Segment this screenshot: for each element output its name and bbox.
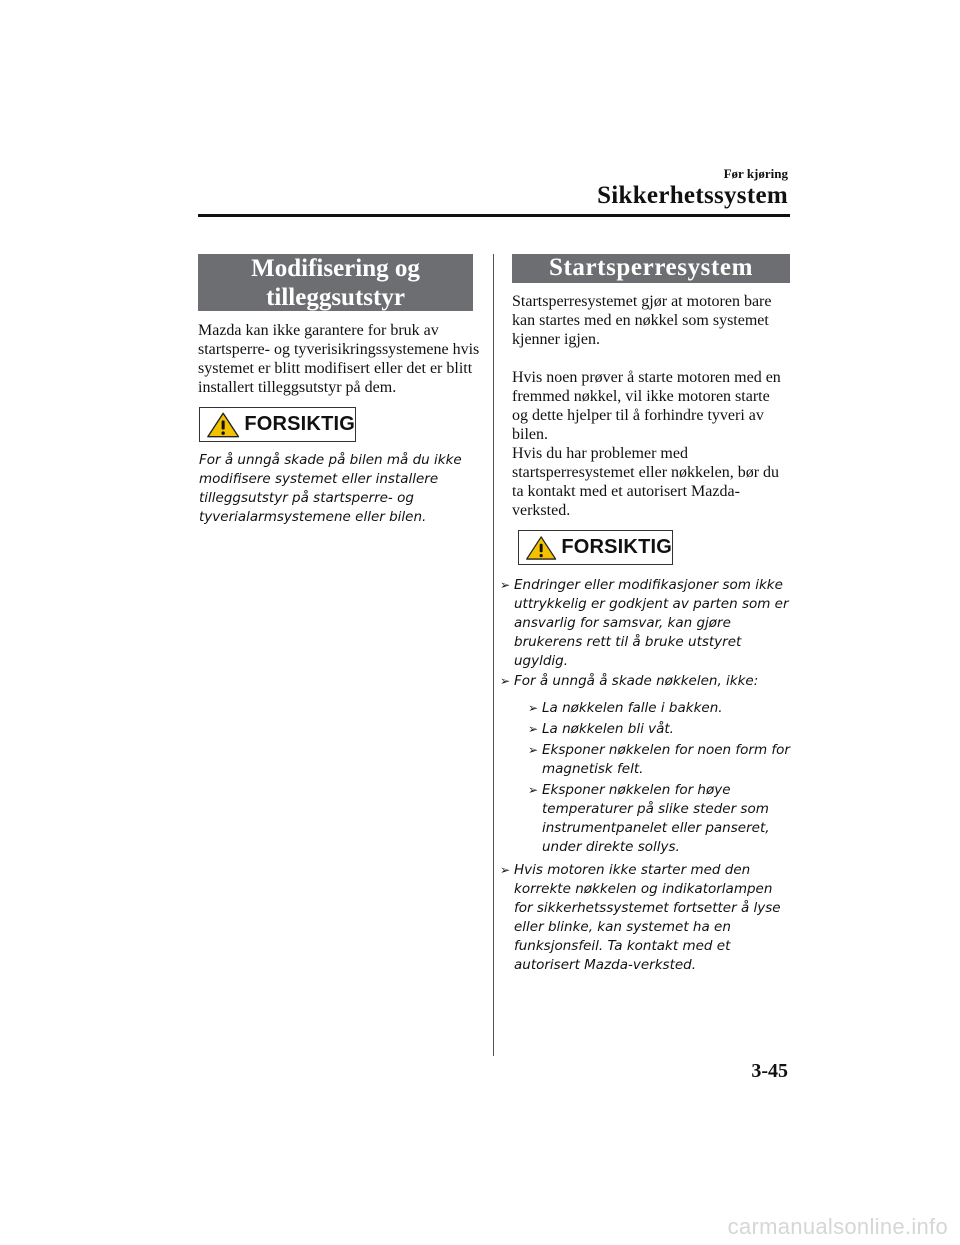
arrow-bullet-icon: ➢ <box>500 863 511 877</box>
caution-label: FORSIKTIG <box>561 536 672 558</box>
arrow-bullet-icon: ➢ <box>528 783 539 797</box>
caution-box-right <box>518 530 673 565</box>
caution-item-text: Hvis motoren ikke starter med den korrekte nøkkelen og indikatorlampen for sikkerhetssystemet fortsetter å lyse eller blinke, kan systemet ha en funksjonsfeil. Ta kontakt med et autorisert Mazda-verksted. <box>514 862 781 973</box>
immobilizer-paragraph-2: Hvis noen prøver å starte motoren med en fremmed nøkkel, vil ikke motoren starte og dette hjelper til å forhindre tyveri av bilen. <box>512 369 781 443</box>
warning-triangle-icon <box>206 410 240 440</box>
page-number: 3-45 <box>751 1060 788 1082</box>
caution-item <box>500 672 790 857</box>
section-title-line1: Modifisering og <box>251 255 420 282</box>
watermark: carmanualsonline.info <box>727 1214 948 1239</box>
caution-list-right <box>500 576 790 976</box>
arrow-bullet-icon: ➢ <box>500 578 511 592</box>
immobilizer-paragraph-3: Hvis du har problemer med startsperresystemet eller nøkkelen, bør du ta kontakt med et autorisert Mazda-verksted. <box>512 445 780 519</box>
chapter-title: Sikkerhetssystem <box>597 182 788 209</box>
caution-sub-item <box>528 720 790 739</box>
arrow-bullet-icon: ➢ <box>528 743 539 757</box>
modification-paragraph: Mazda kan ikke garantere for bruk av startsperre- og tyverisikringssystemene hvis systemet er blitt modifisert eller det er blitt installert tilleggsutstyr på dem. <box>198 322 480 396</box>
caution-text-left: For å unngå skade på bilen må du ikke modifisere systemet eller installere tilleggsutstyr på startsperre- og tyverialarmsystemene eller bilen. <box>199 452 462 525</box>
caution-item <box>500 861 790 975</box>
section-title-line2: tilleggsutstyr <box>266 284 405 311</box>
warning-triangle-icon <box>525 533 557 563</box>
caution-sub-item-text: La nøkkelen bli våt. <box>542 721 674 737</box>
caution-item-text: Endringer eller modifikasjoner som ikke uttrykkelig er godkjent av parten som er ansvarlig for samsvar, kan gjøre brukerens rett til å bruke utstyret ugyldig. <box>514 577 789 669</box>
arrow-bullet-icon: ➢ <box>528 701 539 715</box>
caution-sub-item-text: Eksponer nøkkelen for noen form for magnetisk felt. <box>542 742 790 777</box>
caution-sub-item-text: La nøkkelen falle i bakken. <box>542 700 723 716</box>
arrow-bullet-icon: ➢ <box>528 722 539 736</box>
section-name: Før kjøring <box>723 166 788 181</box>
caution-sub-item <box>528 781 790 857</box>
column-divider <box>493 254 494 1056</box>
caution-sub-item <box>528 741 790 779</box>
caution-item-text: For å unngå å skade nøkkelen, ikke: <box>514 673 759 689</box>
caution-item <box>500 576 790 671</box>
section-title-startsperresystem: Startsperresystem <box>512 254 790 283</box>
section-title-modifisering <box>198 254 473 311</box>
header-rule <box>198 214 790 217</box>
caution-box-left <box>199 407 356 442</box>
arrow-bullet-icon: ➢ <box>500 674 511 688</box>
caution-sub-item <box>528 699 790 718</box>
caution-sub-item-text: Eksponer nøkkelen for høye temperaturer på slike steder som instrumentpanelet eller panseret, under direkte sollys. <box>542 782 770 855</box>
immobilizer-paragraph-1: Startsperresystemet gjør at motoren bare kan startes med en nøkkel som systemet kjenner igjen. <box>512 293 772 348</box>
caution-label: FORSIKTIG <box>244 413 355 435</box>
